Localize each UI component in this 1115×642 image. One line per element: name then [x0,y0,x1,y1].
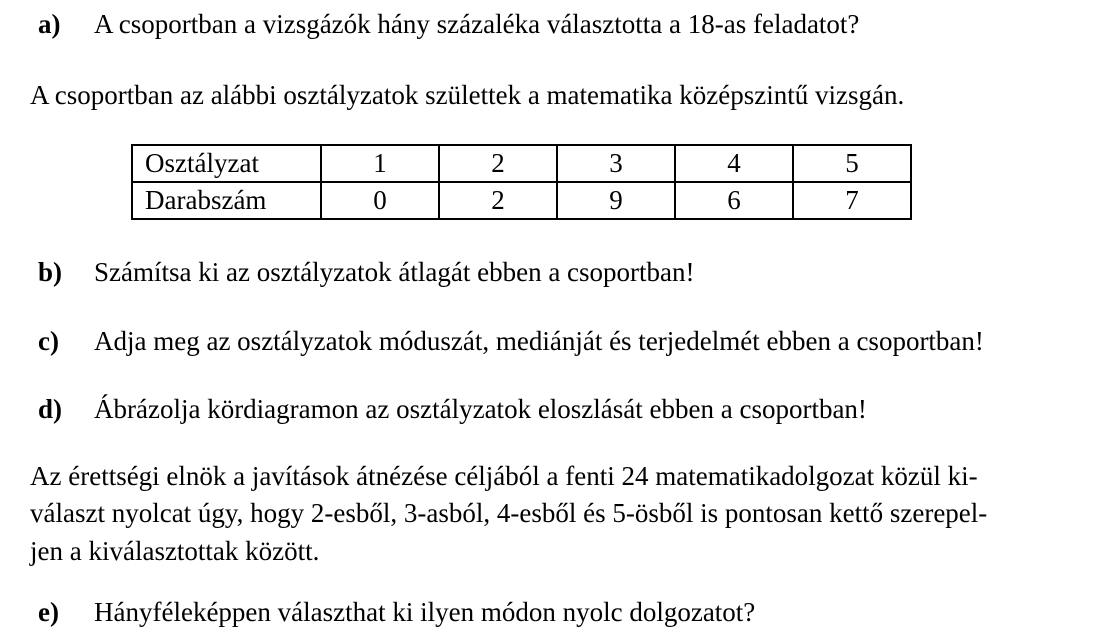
grade-cell: 3 [557,145,675,182]
question-e [38,596,755,628]
question-b [38,256,695,288]
count-cell: 2 [439,182,557,219]
question-b-label: b) [38,257,63,287]
question-a [38,8,859,40]
grades-table [131,144,912,220]
paragraph-line-3: jen a kiválasztottak között. [30,536,320,566]
question-c-text: Adja meg az osztályzatok móduszát, mediánját és terjedelmét ebben a csoportban! [94,326,984,356]
count-cell: 0 [321,182,439,219]
intro-text: A csoportban az alábbi osztályzatok születtek a matematika középszintű vizsgán. [30,80,905,110]
grade-cell: 2 [439,145,557,182]
row-label-grade: Osztályzat [132,145,321,182]
question-a-text: A csoportban a vizsgázók hány százaléka választotta a 18-as feladatot? [94,9,860,39]
question-a-label: a) [38,9,61,39]
table-row-grades [132,145,911,182]
count-cell: 6 [675,182,793,219]
paragraph-line-1: Az érettségi elnök a javítások átnézése céljából a fenti 24 matematikadolgozat közül ki- [30,461,978,491]
question-c [38,325,984,357]
question-e-text: Hányféleképpen választhat ki ilyen módon nyolc dolgozatot? [94,597,756,627]
grade-cell: 5 [793,145,911,182]
grade-cell: 4 [675,145,793,182]
row-label-count: Darabszám [132,182,321,219]
question-c-label: c) [38,326,59,356]
question-d-text: Ábrázolja kördiagramon az osztályzatok eloszlását ebben a csoportban! [94,394,867,424]
question-e-label: e) [38,597,59,627]
question-d-label: d) [38,394,63,424]
count-cell: 9 [557,182,675,219]
question-d [38,393,867,425]
paragraph-line-2: választ nyolcat úgy, hogy 2-esből, 3-asból, 4-esből és 5-ösből is pontosan kettő szerepel- [30,498,988,528]
grade-cell: 1 [321,145,439,182]
question-b-text: Számítsa ki az osztályzatok átlagát ebben a csoportban! [94,257,695,287]
count-cell: 7 [793,182,911,219]
table-row-counts [132,182,911,219]
